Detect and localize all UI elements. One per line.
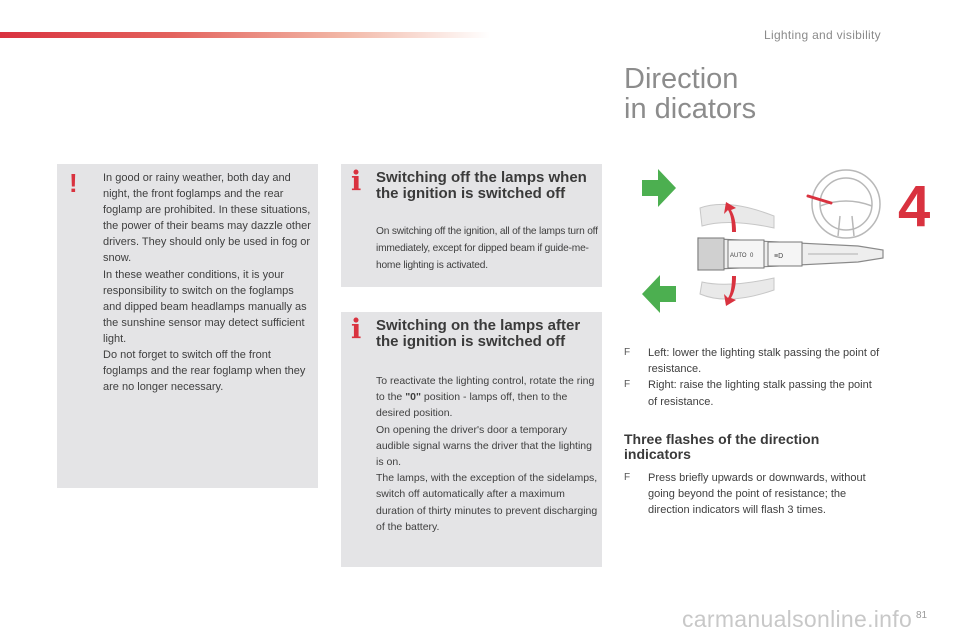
- section-header: Lighting and visibility: [764, 28, 881, 42]
- info-box-paragraph: On opening the driver's door a temporary audible signal warns the driver that the lighting is on.: [376, 423, 592, 469]
- info-box-paragraph: The lamps, with the exception of the sidelamps, switch off automatically after a maximum duration of thirty minutes to prevent discharging of the battery.: [376, 472, 598, 533]
- three-flashes-title: Three flashes of the direction indicators: [624, 431, 820, 462]
- bullet-icon: F: [624, 379, 631, 391]
- exclamation-icon: !: [69, 168, 78, 198]
- stalk-label-beam: ≡D: [774, 253, 784, 260]
- lighting-stalk-diagram: [628, 166, 890, 334]
- watermark: carmanualsonline.info: [682, 606, 913, 632]
- bold-value: "0": [405, 391, 421, 404]
- warning-text: [103, 170, 313, 395]
- text-run: position - lamps off, then to the desired position.: [376, 391, 568, 420]
- info-box-switching-on: [341, 312, 602, 567]
- list-item-text: Press briefly upwards or downwards, without going beyond the point of resistance; the direction indicators will flash 3 times.: [648, 472, 866, 517]
- list-item-text: Left: lower the lighting stalk passing the point of resistance.: [648, 347, 880, 376]
- warning-box: [57, 164, 318, 488]
- stalk-up-ghost: [700, 204, 774, 228]
- page-title-line-2: in dicators: [624, 93, 757, 125]
- list-item: [624, 470, 884, 519]
- info-box-paragraph: [376, 373, 598, 422]
- list-item: [624, 377, 884, 409]
- page-title: [624, 64, 756, 124]
- lighting-stalk: [698, 238, 883, 270]
- stalk-label-zero: 0: [750, 253, 754, 259]
- info-icon: i: [351, 314, 362, 345]
- info-box-title: Switching off the lamps when the ignition is switched off: [376, 169, 587, 202]
- info-box-title: Switching on the lamps after the ignition is switched off: [376, 317, 581, 350]
- arrow-right-icon: [642, 169, 676, 207]
- page-number: 81: [916, 610, 928, 621]
- steering-wheel-outline: [812, 170, 880, 238]
- stalk-down-ghost: [700, 278, 774, 299]
- warning-paragraph: In these weather conditions, it is your responsibility to switch on the foglamps and dipped beam headlamps manually as the sunshine sensor may detect sufficient light.: [103, 268, 307, 345]
- info-box-body: [376, 373, 598, 535]
- info-icon: i: [351, 166, 362, 197]
- info-box-switching-off: [341, 164, 602, 287]
- bullet-icon: F: [624, 347, 631, 358]
- stalk-label-auto: AUTO: [730, 253, 747, 259]
- info-box-body: [376, 223, 598, 274]
- text-run: To reactivate the lighting control, rotate the ring to the: [376, 375, 595, 404]
- chapter-number: 4: [898, 174, 931, 239]
- arrow-left-icon: [642, 275, 676, 313]
- direction-instructions: [624, 345, 884, 410]
- header-accent-bar: [0, 32, 490, 38]
- info-box-paragraph: On switching off the ignition, all of the lamps turn off immediately, except for dipped beam if guide-me-home lighting is activated.: [376, 226, 598, 271]
- warning-paragraph: In good or rainy weather, both day and night, the front foglamps and the rear foglamp are prohibited. In these situations, the power of their beams may dazzle other drivers. They should only be used in fog or snow.: [103, 172, 311, 265]
- bullet-icon: F: [624, 472, 631, 483]
- list-item-text: Right: raise the lighting stalk passing the point of resistance.: [648, 379, 872, 408]
- warning-paragraph: Do not forget to switch off the front foglamps and the rear foglamp when they are no longer necessary.: [103, 349, 306, 394]
- three-flashes-instructions: [624, 470, 884, 519]
- page-title-line-1: Direction: [624, 63, 739, 95]
- list-item: [624, 345, 884, 377]
